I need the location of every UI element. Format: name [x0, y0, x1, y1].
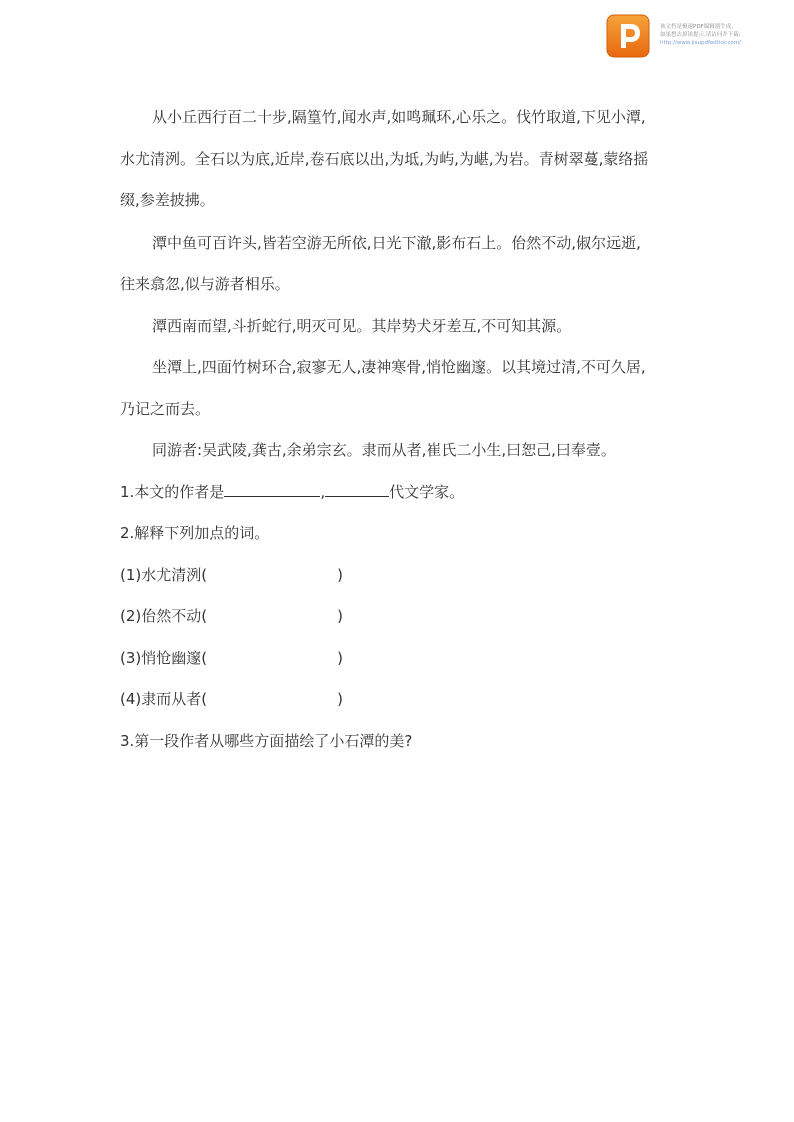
question-2: 2.解释下列加点的词。 [120, 524, 270, 542]
watermark-line-2: 如果想去掉该提示,请访问并下载: [660, 32, 741, 38]
passage-paragraph-5-line-1: 同游者:吴武陵,龚古,余弟宗玄。隶而从者,崔氏二小生,曰恕己,曰奉壹。 [152, 441, 616, 459]
question-2-item-4 [120, 689, 343, 709]
dynasty-blank[interactable] [325, 482, 389, 497]
author-name-blank[interactable] [224, 482, 320, 497]
question-2-item-4-label: (4)隶而从者( [120, 690, 208, 708]
pdf-editor-logo-icon [606, 14, 650, 58]
watermark-url[interactable]: http://www.jisupdfeditor.com/ [660, 40, 741, 46]
question-2-item-2-label: (2)佁然不动( [120, 607, 208, 625]
passage-paragraph-4-line-2: 乃记之而去。 [120, 400, 211, 418]
passage-paragraph-4-line-1: 坐潭上,四面竹树环合,寂寥无人,凄神寒骨,悄怆幽邃。以其境过清,不可久居, [152, 358, 646, 376]
passage-paragraph-1-line-2: 水尤清洌。全石以为底,近岸,卷石底以出,为坻,为屿,为嵁,为岩。青树翠蔓,蒙络摇 [120, 150, 649, 168]
question-2-item-1-close: ) [337, 566, 343, 584]
passage-paragraph-1-line-1: 从小丘西行百二十步,隔篁竹,闻水声,如鸣珮环,心乐之。伐竹取道,下见小潭, [152, 108, 646, 126]
passage-paragraph-2-line-1: 潭中鱼可百许头,皆若空游无所依,日光下澈,影布石上。佁然不动,俶尔远逝, [152, 234, 641, 252]
question-1-comma: , [320, 483, 326, 501]
watermark-notice [660, 23, 790, 47]
question-2-item-1-label: (1)水尤清洌( [120, 566, 208, 584]
question-2-item-4-close: ) [337, 690, 343, 708]
question-2-item-3 [120, 648, 343, 668]
question-2-item-3-label: (3)悄怆幽邃( [120, 649, 208, 667]
question-1-prefix: 1.本文的作者是 [120, 483, 225, 501]
passage-paragraph-1-line-3: 缀,参差披拂。 [120, 191, 215, 209]
question-2-item-2-close: ) [337, 607, 343, 625]
watermark-line-1: 该文档是极速PDF编辑器生成, [660, 24, 733, 30]
question-1 [120, 482, 464, 502]
passage-paragraph-3-line-1: 潭西南而望,斗折蛇行,明灭可见。其岸势犬牙差互,不可知其源。 [152, 317, 572, 335]
question-2-item-3-close: ) [337, 649, 343, 667]
question-2-item-1 [120, 565, 343, 585]
question-1-suffix: 代文学家。 [389, 483, 465, 501]
passage-paragraph-2-line-2: 往来翕忽,似与游者相乐。 [120, 275, 290, 293]
question-3: 3.第一段作者从哪些方面描绘了小石潭的美? [120, 732, 413, 750]
question-2-item-2 [120, 606, 343, 626]
